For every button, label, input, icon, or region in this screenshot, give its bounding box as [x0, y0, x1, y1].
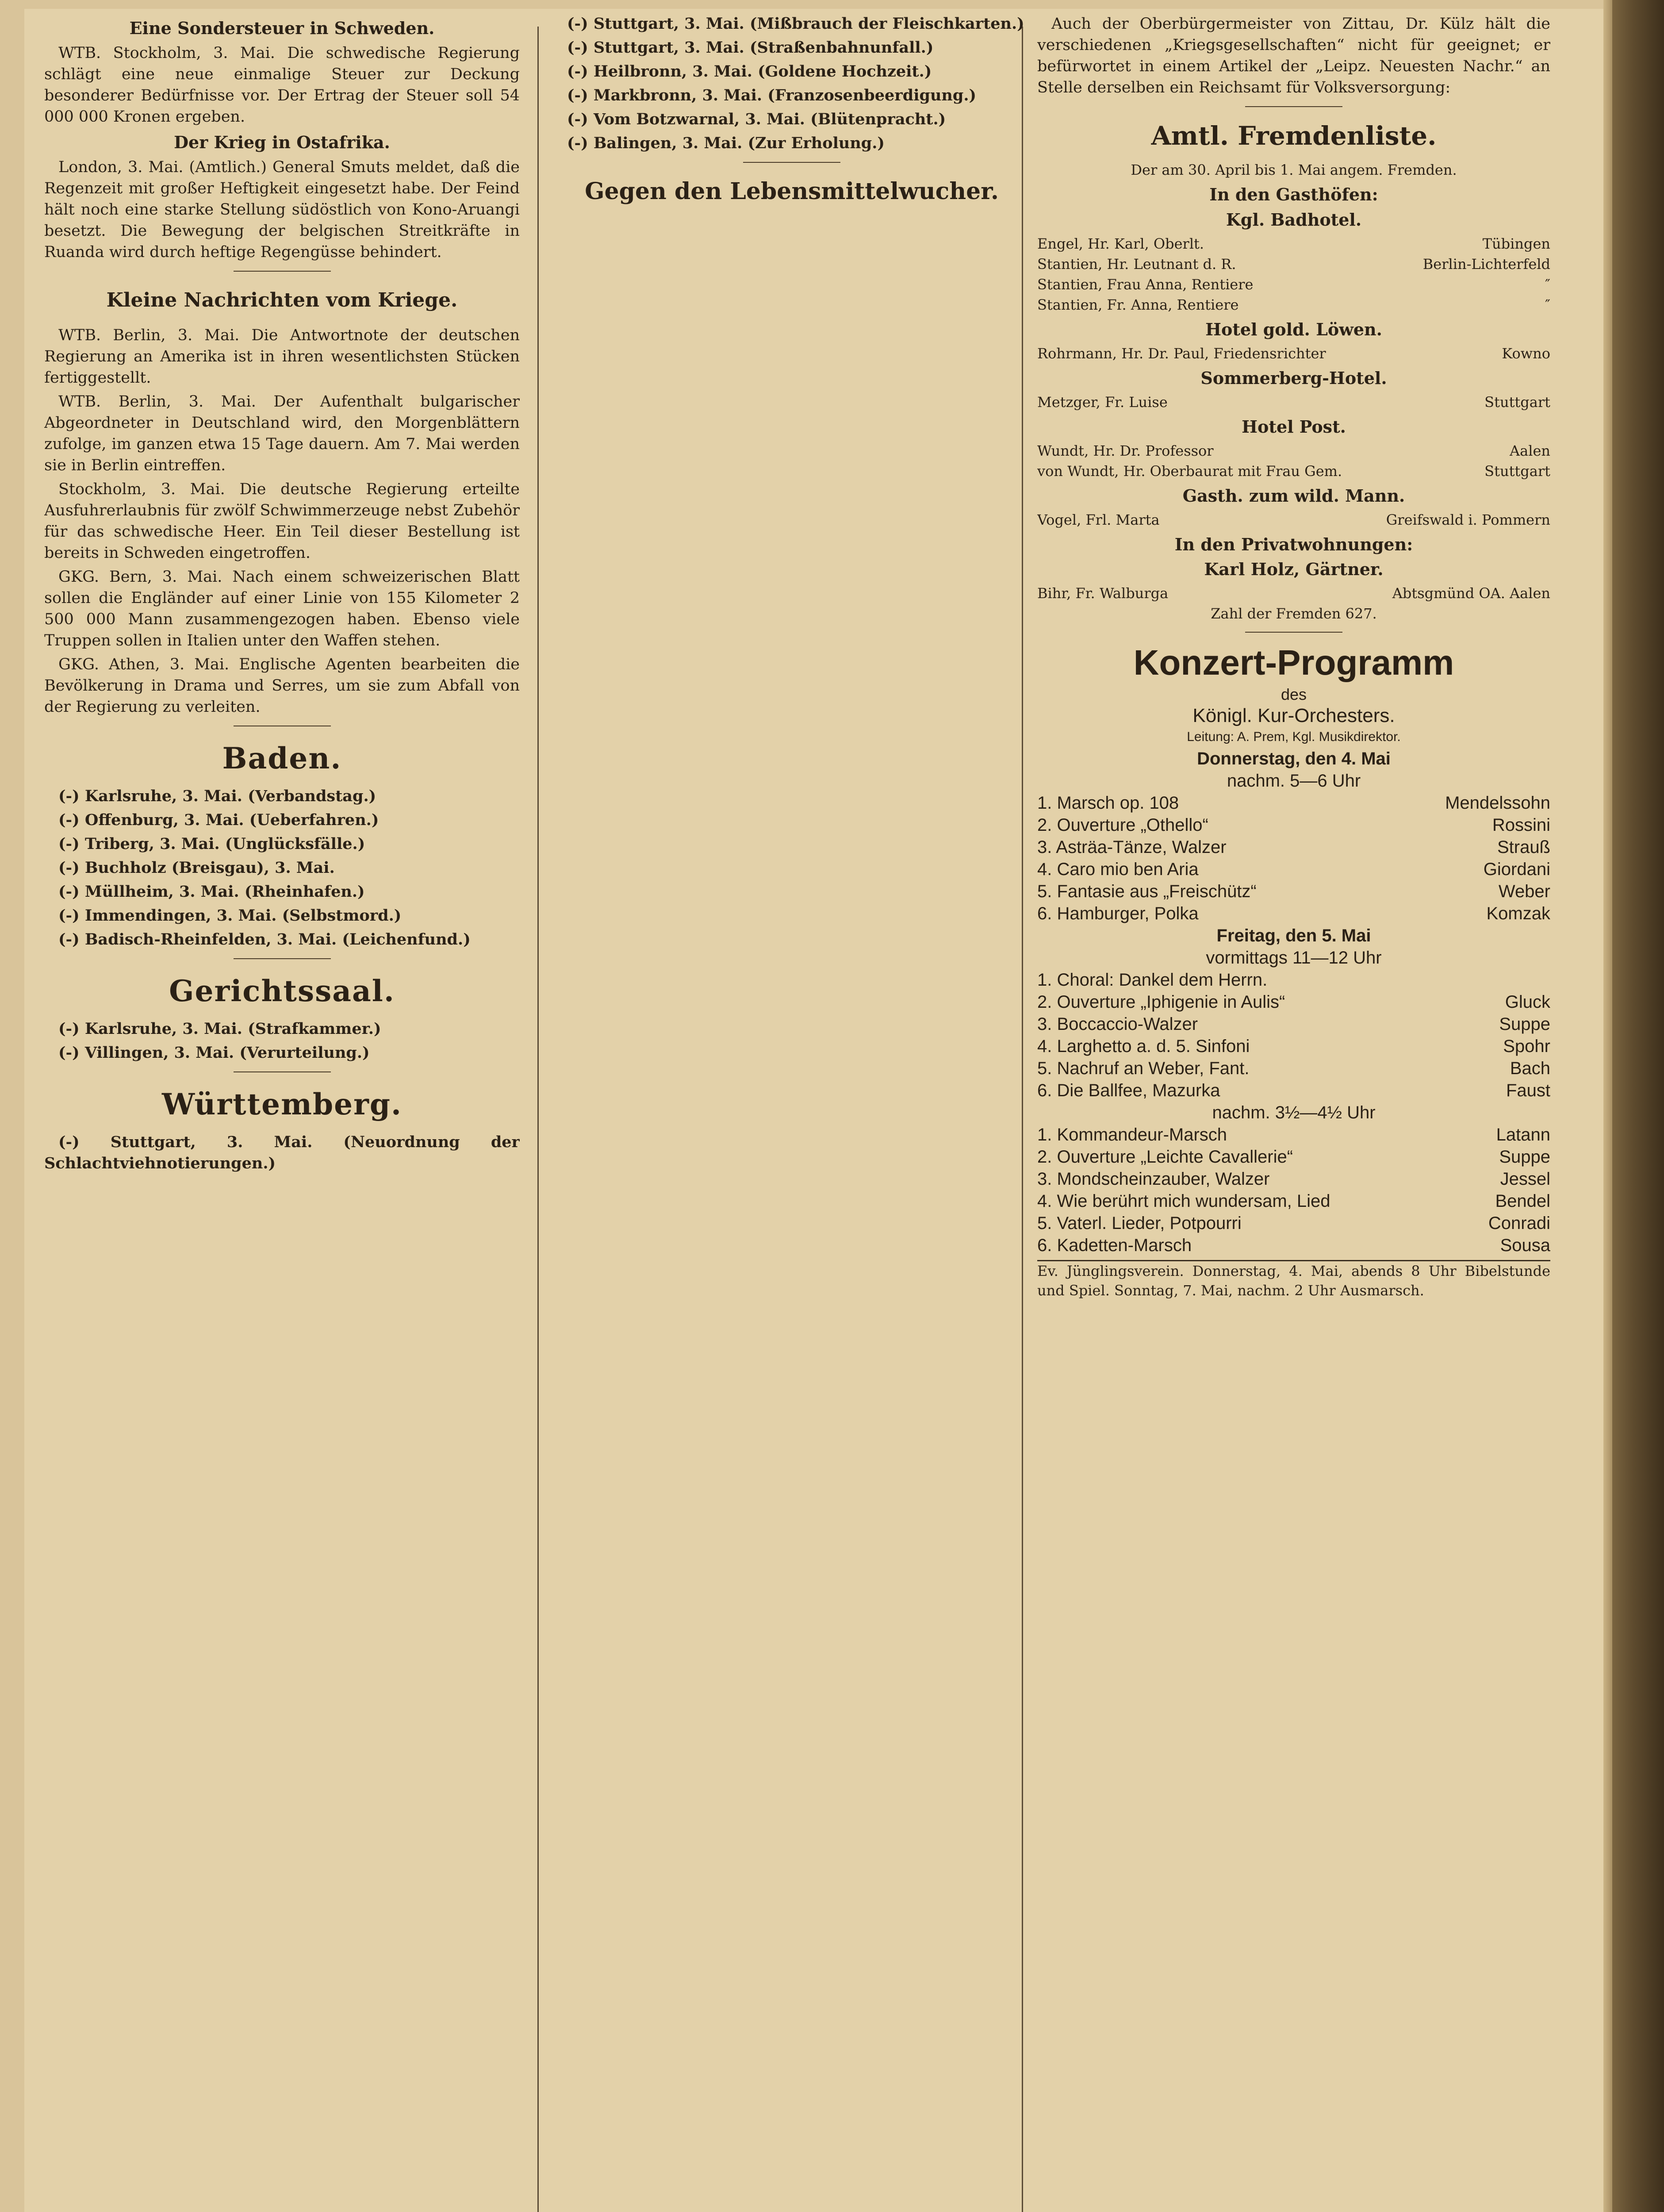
heading-privatwohnungen: In den Privatwohnungen: — [1174, 534, 1413, 554]
guest-name: Stantien, Fr. Anna, Rentiere — [1037, 296, 1239, 313]
article-paragraph: GKG. Athen, 3. Mai. Englische Agenten bearbeiten die Bevölkerung in Drama und Serres, um sie zum Abfall von der Regierung zu verleiten. — [44, 656, 520, 716]
dateline: (-) Müllheim, 3. Mai. (Rheinhafen.) — [58, 883, 365, 901]
guest-origin: Greifswald i. Pommern — [1386, 511, 1550, 528]
program-item — [1037, 836, 1550, 858]
dateline: (-) Villingen, 3. Mai. (Verurteilung.) — [58, 1044, 370, 1062]
guest-name: Bihr, Fr. Walburga — [1037, 585, 1169, 602]
piece-title: 1. Choral: Dankel dem Herrn. — [1037, 970, 1268, 990]
program-list — [1037, 792, 1550, 925]
guest-origin: ″ — [1545, 296, 1550, 313]
composer: Suppe — [1499, 1014, 1550, 1034]
headline-fremdenliste: Amtl. Fremdenliste. — [1151, 121, 1437, 151]
piece-title: 1. Marsch op. 108 — [1037, 793, 1179, 813]
program-item — [1037, 792, 1550, 814]
dateline: (-) Triberg, 3. Mai. (Unglücksfälle.) — [58, 835, 365, 853]
guest-origin: Aalen — [1510, 442, 1550, 459]
guest-origin: Berlin-Lichterfeld — [1422, 256, 1550, 273]
dateline: (-) Stuttgart, 3. Mai. (Mißbrauch der Fleischkarten.) — [567, 15, 1024, 33]
column-1 — [44, 13, 520, 2212]
column-rule — [537, 27, 539, 2212]
guest-row — [1037, 343, 1550, 364]
guest-name: Vogel, Frl. Marta — [1037, 511, 1160, 528]
guest-name: Engel, Hr. Karl, Oberlt. — [1037, 235, 1204, 252]
composer: Suppe — [1499, 1147, 1550, 1167]
guest-name: Metzger, Fr. Luise — [1037, 394, 1168, 411]
piece-title: 6. Kadetten-Marsch — [1037, 1236, 1192, 1255]
separator — [1245, 106, 1342, 107]
guest-origin: ″ — [1545, 276, 1550, 293]
composer: Spohr — [1503, 1037, 1550, 1056]
piece-title: 2. Ouverture „Leichte Cavallerie“ — [1037, 1147, 1293, 1167]
article-paragraph: London, 3. Mai. (Amtlich.) General Smuts meldet, daß die Regenzeit mit großer Heftigkeit eingesetzt habe. Der Feind hält noch eine starke Stellung südöstlich von Kono-Aruangi besetzt. Die Bewegung der belgischen Streitkräfte in Ruanda wird durch heftige Regengüsse behindert. — [44, 158, 520, 261]
program-item — [1037, 1212, 1550, 1234]
dateline: (-) Balingen, 3. Mai. (Zur Erholung.) — [567, 134, 885, 152]
separator — [234, 958, 331, 959]
composer: Latann — [1496, 1125, 1550, 1144]
article-paragraph: WTB. Berlin, 3. Mai. Der Aufenthalt bulgarischer Abgeordneter in Deutschland wird, den Morgenblättern zufolge, im ganzen etwa 15 Tage dauern. Am 7. Mai werden sie in Berlin eintreffen. — [44, 393, 520, 474]
orchestra-name: Königl. Kur-Orchesters. — [1192, 705, 1395, 726]
composer: Strauß — [1497, 837, 1550, 857]
piece-title: 4. Larghetto a. d. 5. Sinfoni — [1037, 1037, 1250, 1056]
hotel-name: Gasth. zum wild. Mann. — [1182, 486, 1405, 506]
guest-origin: Tübingen — [1482, 235, 1550, 252]
piece-title: 4. Wie berührt mich wundersam, Lied — [1037, 1191, 1330, 1211]
composer: Conradi — [1488, 1214, 1550, 1233]
headline-ostafrika: Der Krieg in Ostafrika. — [174, 132, 390, 152]
program-item — [1037, 991, 1550, 1013]
piece-title: 4. Caro mio ben Aria — [1037, 860, 1199, 879]
article-paragraph: Auch der Oberbürgermeister von Zittau, Dr. Külz hält die verschiedenen „Kriegsgesellschaften“ nicht für geeignet; er befürwortet in einem Artikel der „Leipz. Neuesten Nachr.“ an Stelle derselben ein Reichsamt für Volksversorgung: — [1037, 15, 1550, 96]
program-item — [1037, 814, 1550, 836]
book-binding — [1612, 0, 1664, 2212]
dateline: (-) Offenburg, 3. Mai. (Ueberfahren.) — [58, 811, 379, 829]
piece-title: 1. Kommandeur-Marsch — [1037, 1125, 1227, 1144]
piece-title: 5. Vaterl. Lieder, Potpourri — [1037, 1214, 1242, 1233]
piece-title: 2. Ouverture „Othello“ — [1037, 815, 1208, 835]
hotel-name: Hotel Post. — [1242, 417, 1346, 437]
program-time: vormittags 11—12 Uhr — [1206, 948, 1382, 968]
page-edge — [1603, 0, 1612, 2212]
program-list — [1037, 1124, 1550, 1256]
article-paragraph: Stockholm, 3. Mai. Die deutsche Regierung erteilte Ausfuhrerlaubnis für zwölf Schwimmerzeuge nebst Zubehör für das schwedische Heer. Ein Teil dieser Bestellung ist bereits in Schweden eingetroffen. — [44, 480, 520, 562]
dateline: (-) Markbronn, 3. Mai. (Franzosenbeerdigung.) — [567, 86, 977, 104]
program-time: nachm. 5—6 Uhr — [1227, 771, 1361, 791]
separator — [234, 1071, 331, 1072]
program-item — [1037, 1035, 1550, 1057]
guest-origin: Stuttgart — [1484, 394, 1550, 411]
program-item — [1037, 1079, 1550, 1102]
column-2 — [553, 13, 1031, 2212]
composer: Bach — [1510, 1059, 1550, 1078]
concert-des: des — [1281, 685, 1307, 703]
guest-row — [1037, 392, 1550, 412]
dateline: (-) Stuttgart, 3. Mai. (Neuordnung der Schlachtviehnotierungen.) — [44, 1133, 520, 1172]
headline-kleine-nachrichten: Kleine Nachrichten vom Kriege. — [106, 289, 458, 311]
guest-row — [1037, 441, 1550, 461]
program-item — [1037, 1146, 1550, 1168]
piece-title: 3. Boccaccio-Walzer — [1037, 1014, 1198, 1034]
guest-name: Stantien, Hr. Leutnant d. R. — [1037, 256, 1236, 273]
footer-notice: Ev. Jünglingsverein. Donnerstag, 4. Mai, abends 8 Uhr Bibelstunde und Spiel. Sonntag, 7. Mai, nachm. 2 Uhr Ausmarsch. — [1037, 1263, 1550, 1299]
headline-schweden: Eine Sondersteuer in Schweden. — [129, 18, 435, 38]
piece-title: 6. Hamburger, Polka — [1037, 904, 1199, 923]
hotel-name: Hotel gold. Löwen. — [1205, 319, 1382, 339]
program-time: nachm. 3½—4½ Uhr — [1212, 1103, 1376, 1122]
program-day: Freitag, den 5. Mai — [1216, 926, 1371, 945]
section-title-gerichtssaal: Gerichtssaal. — [169, 974, 395, 1008]
guest-origin: Kowno — [1502, 345, 1550, 362]
dateline: (-) Vom Botzwarnal, 3. Mai. (Blütenpracht.) — [567, 110, 946, 128]
piece-title: 5. Fantasie aus „Freischütz“ — [1037, 882, 1257, 901]
hotel-name: Kgl. Badhotel. — [1226, 210, 1362, 230]
piece-title: 3. Mondscheinzauber, Walzer — [1037, 1169, 1270, 1189]
program-item — [1037, 1168, 1550, 1190]
program-item — [1037, 1124, 1550, 1146]
guest-name: Stantien, Frau Anna, Rentiere — [1037, 276, 1254, 293]
program-item — [1037, 1190, 1550, 1212]
dateline: (-) Immendingen, 3. Mai. (Selbstmord.) — [58, 906, 402, 925]
guest-row — [1037, 295, 1550, 315]
article-paragraph: WTB. Berlin, 3. Mai. Die Antwortnote der deutschen Regierung an Amerika ist in ihren wesentlichsten Stücken fertiggestellt. — [44, 326, 520, 387]
concert-program-title: Konzert-Programm — [1133, 643, 1454, 682]
article-paragraph: WTB. Stockholm, 3. Mai. Die schwedische Regierung schlägt eine neue einmalige Steuer zur Deckung besonderer Bedürfnisse vor. Der Ertrag der Steuer soll 54 000 000 Kronen ergeben. — [44, 44, 520, 126]
headline-lebensmittelwucher: Gegen den Lebensmittelwucher. — [585, 178, 999, 205]
guest-origin: Stuttgart — [1484, 463, 1550, 480]
program-day: Donnerstag, den 4. Mai — [1197, 749, 1391, 768]
dateline: (-) Badisch-Rheinfelden, 3. Mai. (Leichenfund.) — [58, 930, 471, 949]
article-paragraph: GKG. Bern, 3. Mai. Nach einem schweizerischen Blatt sollen die Engländer auf einer Linie von 155 Kilometer 2 500 000 Mann zusammengezogen haben. Ebenso viele Truppen sollen in Italien unter den Waffen stehen. — [44, 568, 520, 649]
guest-row — [1037, 510, 1550, 530]
program-item — [1037, 902, 1550, 925]
heading-gasthoefe: In den Gasthöfen: — [1209, 184, 1378, 204]
program-item — [1037, 880, 1550, 902]
program-list — [1037, 969, 1550, 1102]
piece-title: 5. Nachruf an Weber, Fant. — [1037, 1059, 1250, 1078]
composer: Sousa — [1500, 1236, 1550, 1255]
guest-row — [1037, 461, 1550, 481]
dateline: (-) Karlsruhe, 3. Mai. (Verbandstag.) — [58, 787, 376, 805]
conductor: Leitung: A. Prem, Kgl. Musikdirektor. — [1187, 730, 1401, 744]
guest-name: Rohrmann, Hr. Dr. Paul, Friedensrichter — [1037, 345, 1326, 362]
guest-row — [1037, 234, 1550, 254]
host-name: Karl Holz, Gärtner. — [1204, 559, 1384, 579]
hotel-name: Sommerberg-Hotel. — [1200, 368, 1387, 388]
composer: Bendel — [1495, 1191, 1550, 1211]
column-3 — [1037, 13, 1550, 2212]
composer: Rossini — [1492, 815, 1550, 835]
separator — [1245, 632, 1342, 633]
program-item — [1037, 1013, 1550, 1035]
piece-title: 3. Asträa-Tänze, Walzer — [1037, 837, 1227, 857]
dateline: (-) Stuttgart, 3. Mai. (Straßenbahnunfall.) — [567, 38, 934, 57]
program-item — [1037, 1234, 1550, 1256]
program-item — [1037, 969, 1550, 991]
composer: Weber — [1498, 882, 1550, 901]
fremden-subtitle: Der am 30. April bis 1. Mai angem. Fremden. — [1131, 161, 1457, 178]
composer: Giordani — [1483, 860, 1550, 879]
composer: Komzak — [1486, 904, 1550, 923]
guest-name: Wundt, Hr. Dr. Professor — [1037, 442, 1214, 459]
guest-row — [1037, 583, 1550, 603]
composer: Mendelssohn — [1445, 793, 1550, 813]
dateline: (-) Buchholz (Breisgau), 3. Mai. — [58, 859, 335, 877]
guest-origin: Abtsgmünd OA. Aalen — [1392, 585, 1550, 602]
guest-list — [1037, 210, 1550, 624]
composer: Gluck — [1505, 992, 1550, 1012]
piece-title: 2. Ouverture „Iphigenie in Aulis“ — [1037, 992, 1285, 1012]
dateline: (-) Karlsruhe, 3. Mai. (Strafkammer.) — [58, 1020, 381, 1038]
program-item — [1037, 1057, 1550, 1079]
separator — [234, 271, 331, 272]
section-title-baden: Baden. — [222, 741, 342, 776]
guest-row — [1037, 254, 1550, 274]
section-title-wuerttemberg: Württemberg. — [161, 1087, 403, 1121]
guest-count: Zahl der Fremden 627. — [1211, 605, 1377, 622]
guest-name: von Wundt, Hr. Oberbaurat mit Frau Gem. — [1037, 463, 1342, 480]
guest-row — [1037, 274, 1550, 295]
composer: Faust — [1506, 1081, 1550, 1100]
program-item — [1037, 858, 1550, 880]
concert-program — [1037, 748, 1550, 1256]
separator — [743, 162, 840, 163]
dateline: (-) Heilbronn, 3. Mai. (Goldene Hochzeit.) — [567, 62, 932, 81]
piece-title: 6. Die Ballfee, Mazurka — [1037, 1081, 1220, 1100]
composer: Jessel — [1500, 1169, 1550, 1189]
